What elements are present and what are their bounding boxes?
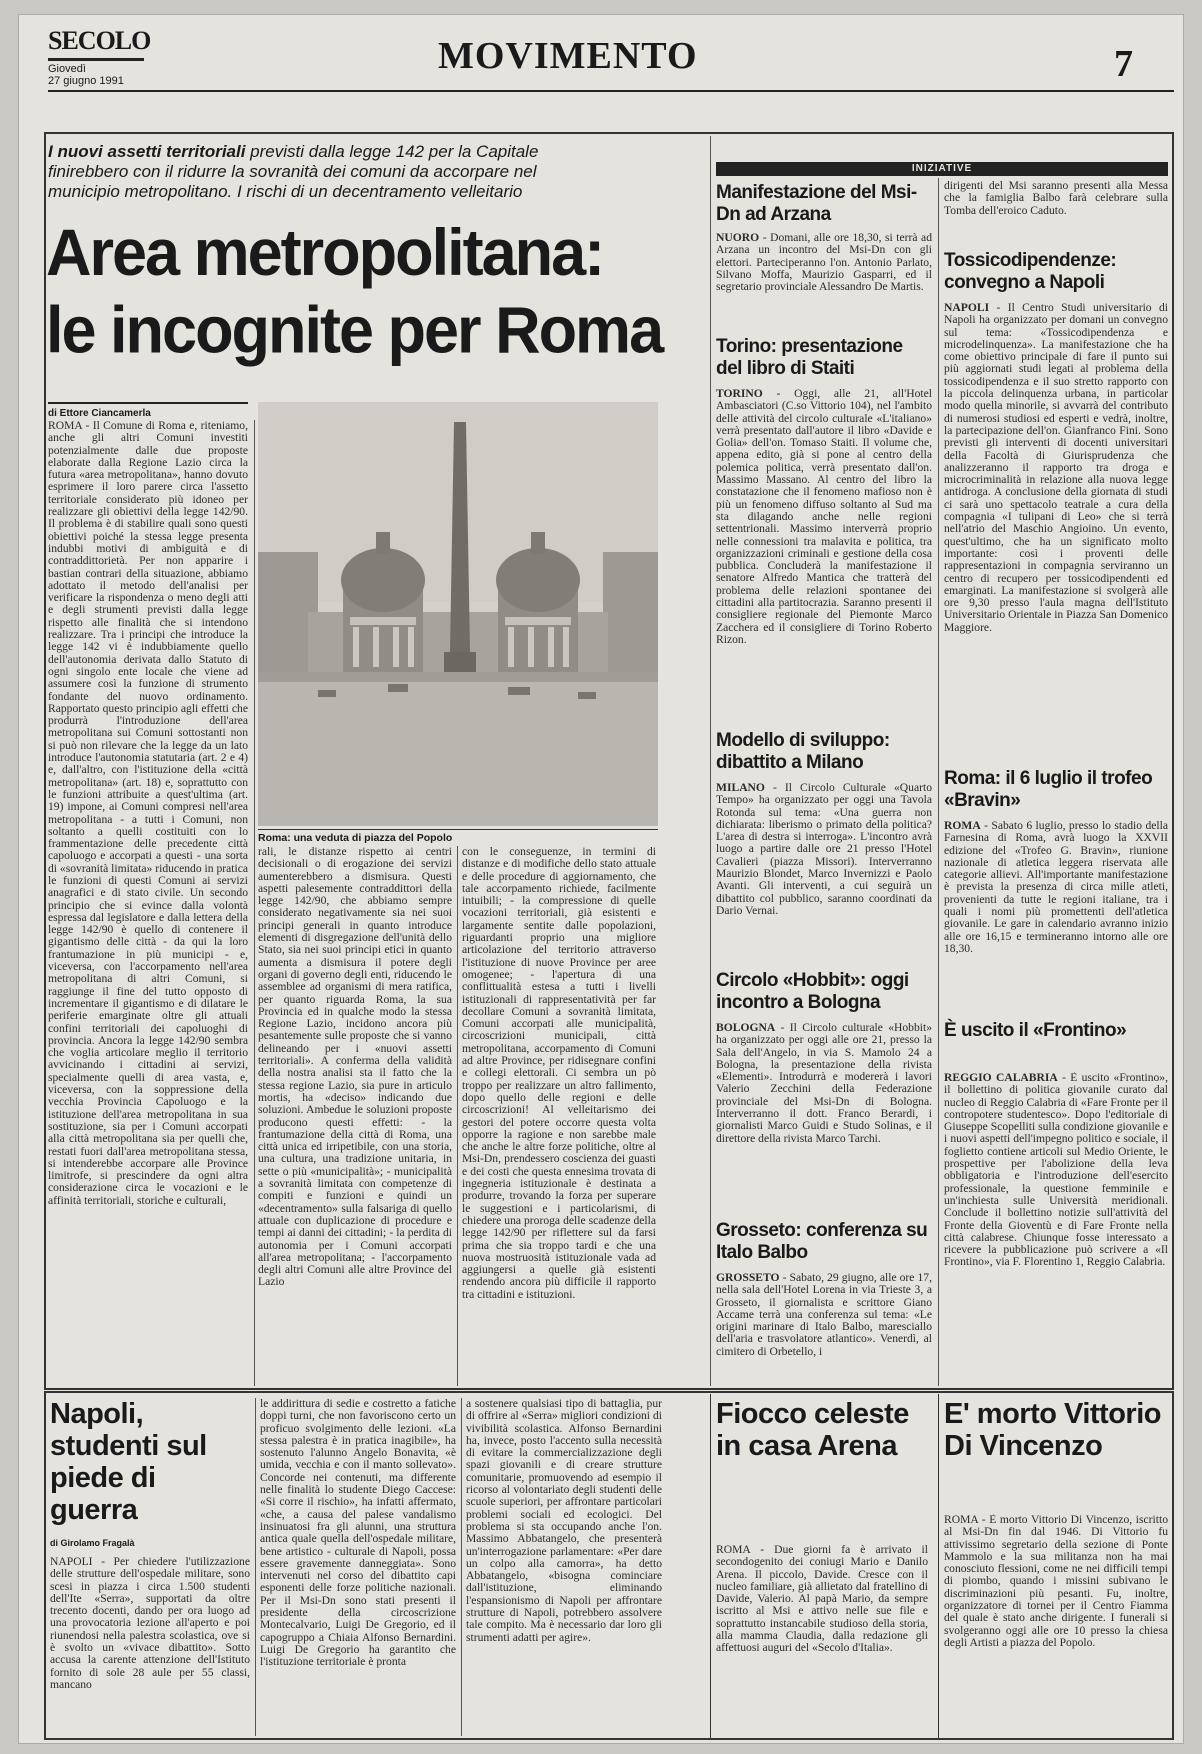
lead-headline — [46, 214, 706, 369]
column-rule — [938, 178, 939, 1386]
napoli-column-2: le addirittura di sedie e costretto a fatiche doppi turni, che non favoriscono certo un proficuo svolgimento delle lezioni. «La stessa palestra è in pratica inagibile», ha sostenuto l'alunno Angelo Bonavita, «è umida, vecchia e con il manto sollevato». Concorde nei contenuti, ma differente nelle finalità lo studente Diego Caccese: «Si corre il rischio», ha infatti affermato, «che, a causa del palese vandalismo insinuatosi fra gli alunni, una struttura antica quale quella dell'ospedale militare, bene artistico - culturale di Napoli, possa essere gravemente danneggiata». Sono intervenuti nel corso del dibattito capi esponenti delle forze politiche nazionali. Per il Msi-Dn sono stati presenti il presidente della circoscrizione Montecalvario, Luigi De Gregorio, ed il capogruppo a Chiaia Alfonso Bernardini. Luigi De Gregorio ha garantito che l'istituzione territoriale è pronta — [260, 1398, 456, 1669]
brief-text — [716, 782, 932, 962]
brief-title: Torino: presentazione del libro di Staiti — [716, 336, 903, 379]
brief-text — [944, 820, 1168, 1016]
column-rule — [710, 1394, 711, 1740]
photo-caption: Roma: una veduta di piazza del Popolo — [258, 829, 658, 844]
morto-title: E' morto Vittorio Di Vincenzo — [944, 1398, 1161, 1462]
brief-body: dirigenti del Msi saranno presenti alla Messa che la famiglia Balbo farà celebrare sulla Tomba dell'eroico Caduto. — [944, 180, 1168, 217]
column-rule — [457, 846, 458, 1386]
brief-body: - Il Centro Studi universitario di Napoli ha organizzato per domani un convegno sul tema: «Tossicodipendenza e microdelinquenza». La manifestazione che ha come obiettivo principale di fare il punto sui più aggiornati studi legati al problema della tossicodipendenza e il suo stretto rapporto con la piccola delinquenza urbana, in particolar modo quella minorile, si avvarrà del contributo di numerosi studiosi ed esperti e vedrà, inoltre, la partecipazione dell'on. Gianfranco Fini. Sono previsti gli interventi di docenti universitari della Facoltà di Giurisprudenza che analizzeranno il rapporto tra droga e microcriminalità in relazione alla nuova legge antidroga. A conclusione della giornata di studi ci sarà uno spettacolo teatrale a cura della compagnia «I tulipani di Leo» che si terrà nell'atrio del Maschio Angioino. Un evento, quest'ultimo, che ha un significato molto importante: così i proventi delle rappresentazioni in compagnia serviranno un centro di recupero per tossicodipendenti ed emarginati. La manifestazione si svolgerà alle ore 9,30 presso l'aula magna dell'Istituto Universitario Orientale in Piazza San Domenico Maggiore. — [944, 302, 1168, 634]
column-rule — [254, 420, 255, 1386]
lead-column-1: ROMA - Il Comune di Roma e, riteniamo, anche gli altri Comuni investiti potenzialmente dalle due proposte elaborate dalla Regione Lazio circa la futura «area metropolitana», hanno dovuto esprimere il loro parere circa l'assetto territoriale considerato più idoneo per realizzare gli obiettivi della legge 142/90. Il problema è di stabilire quali sono questi obiettivi poiché la stessa legge presenta indubbi motivi di ambiguità e di contraddittorietà. Per non apparire i bastian contrari della situazione, abbiamo adottato il metodo dell'analisi per verificare la rispondenza o meno degli atti e degli strumenti previsti dalla legge rispetto alle finalità che si intendono realizzare. Tra i principi che introduce la legge 142 vi è indubbiamente quello dell'autonomia derivata dallo Statuto di ogni singolo ente locale che viene ad assumere così la funzione di strumento fondante del nuovo ordinamento. Rapportato questo principio agli effetti che produrrà l'introduzione dell'area metropolitana sui Comuni sottostanti non si può non rilevare che la legge da un lato introduce l'autonomia statutaria (art. 2 e 4) e, dall'altro, con l'istituzione della «città metropolitana» (art. 18) e, soprattutto con le funzioni attribuite a quest'ultima (art. 19) impone, ai Comuni compresi nell'area metropolitana - a tutti i Comuni, non soltanto a quelli costituiti con lo frammentazione delle precedente città capoluogo e accorpati a questi - una sorta di «sovranità limitata» riducendo in pratica le funzioni di questi Comuni ai servizi anagrafici e di stato civile. Un secondo principio che si evince dalla volontà espressa dal legislatore e dalla lettera della legge 142/90 è quello di contenere il gigantismo delle città - da qui la loro frantumazione in più municipi - e, viceversa, con l'accorpamento nell'area metropolitana di altri Comuni, si raggiunge il fine del tutto opposto di incrementare il gigantismo e di dilatare le periferie emarginate oltre gli attuali confini territoriali dei capoluoghi di provincia. Ancora la legge 142/90 sembra che voglia articolare meglio il territorio avvicinando i cittadini ai servizi, specialmente quelli di area vasta, e, viceversa, con la soppressione della vecchia Provincia Capoluogo e la istituzione dell'area metropolitana in sua sostituzione, sia per i Comuni accorpati alla città metropolitana sia per quelli che, restati fuori dall'area metropolitana stessa, si intenderebbe accorpare alle Province limitrofe, si prescindere da ogni altra considerazione circa le vocazioni e le affinità territoriali, storiche e culturali, — [48, 420, 248, 1207]
brief-place: BOLOGNA — [716, 1022, 776, 1034]
deck-rest: previsti dalla legge 142 per la Capitale finirebbero con il ridurre la sovranità dei comuni da accorpare nel municipio metropolitano. I rischi di un decentramento velleitario — [48, 142, 539, 201]
issue-full-date: 27 giugno 1991 — [48, 75, 124, 87]
napoli-byline: di Girolamo Fragalà — [50, 1538, 135, 1548]
brief-text — [944, 302, 1168, 764]
section-title: MOVIMENTO — [438, 35, 698, 77]
deck-bold: I nuovi assetti territoriali — [48, 142, 246, 161]
brief-place: TORINO — [716, 388, 763, 400]
brief-text — [944, 1072, 1168, 1386]
photo-piazza-del-popolo — [258, 402, 658, 826]
photo-image — [258, 402, 658, 826]
lead-byline: di Ettore Ciancamerla — [48, 402, 248, 419]
logo-underline — [48, 58, 144, 61]
brief-place: NUORO — [716, 232, 760, 244]
brief-body: - Il Circolo culturale «Hobbit» ha organizzato per oggi alle ore 21, presso la Sala dell'Angelo, in via S. Mamolo 24 a Bologna, la presentazione della rivista «Elementi». Introdurrà e modererà i lavori Valerio Zecchini della Federazione provinciale del Msi-Dn di Bologna. Interverranno il dott. Franco Berardi, i giornalisti Marco Guidi e Studo Solinas, e il direttore della rivista Marco Tarchi. — [716, 1022, 932, 1145]
brief-body: - È uscito «Frontino», il bollettino di politica giovanile curato dal nucleo di Reggio Calabria di «Fare Fronte per il contropotere studentesco». Dopo l'editoriale di Giuseppe Scopelliti sulla condizione giovanile e i nuovi aspetti dell'impegno politico e sociale, il foglietto contiene articoli sul Medio Oriente, le prospettive per l'abolizione della leva obbligatoria e l'introduzione dell'esercito professionale, la questione femminile e un'inchiesta sulle Università meridionali. Conclude il bollettino notizie sull'attività del Fronte della Gioventù e di Fare Fronte nella città calabrese. Chiunque fosse interessato a ricevere la pubblicazione può scrivere a «Il Frontino», via F. Florentino 1, Reggio Calabria. — [944, 1072, 1168, 1269]
issue-date — [48, 63, 124, 87]
brief-title: Tossicodipendenze: convegno a Napoli — [944, 250, 1117, 293]
masthead-rule — [48, 90, 1174, 92]
newspaper-logo: SECOLO — [48, 26, 151, 55]
brief-text — [944, 180, 1168, 244]
brief-text — [716, 232, 932, 332]
brief-text — [716, 1022, 932, 1218]
brief-body: - Sabato, 29 giugno, alle ore 17, nella sala dell'Hotel Lorena in via Trieste 3, a Grosseto, il giornalista e scrittore Giano Accame terrà una conferenza sul tema: «Le origini marinare di Italo Balbo, maresciallo dell'aria e trasvolatore atlantico». Venerdì, al cimitero di Orbetello, i — [716, 1272, 932, 1358]
newspaper-page — [18, 14, 1184, 1744]
brief-body: - Oggi, alle 21, all'Hotel Ambasciatori (C.so Vittorio 104), nel l'ambito delle attività del circolo culturale «L'italiano» verrà presentato dall'autore il libro «Davide e Golia» dell'on. Tomaso Staiti. Il volume che, appena edito, già si pone al centro della polemica politica, verrà presentato dall'on. Massimo Massano. Al centro del libro la constatazione che il fenomeno mafioso non è più un fenomeno diffuso soltanto al Sud ma sta dilagando anche nelle regioni settentrionali. Massimo interverrà proprio nelle connessioni tra malavita e politica, tra organizzazioni criminali e gestione della cosa pubblica. Concluderà la manifestazione il senatore Alfredo Mantica che tratterà del problema delle relazioni spontanee dei cittadini alla partitocrazia. Saranno presenti il consigliere regionale del Piemonte Marco Zacchera ed il consigliere di Torino Roberto Rizon. — [716, 388, 932, 646]
fiocco-title: Fiocco celeste in casa Arena — [716, 1398, 909, 1462]
napoli-title: Napoli, studenti sul piede di guerra — [50, 1398, 207, 1526]
brief-text — [716, 1272, 932, 1386]
lead-column-3: con le conseguenze, in termini di distanze e di modifiche dello stato attuale e delle procedure di aggiornamento, che tale accorpamento richiede, facilmente intuibili; - la compressione di quelle vocazioni territoriali, già esistenti e largamente sentite dalle popolazioni, riguardanti proprio una migliore articolazione del territorio attraverso l'istituzione di nuove Province per aree omogenee; - l'apertura di una conflittualità estesa a tutti i livelli istituzionali di rappresentatività per far decollare Comuni a sovranità limitata, Comuni accorpati alle municipalità, circoscrizioni municipali, città metropolitana, accorpamento di Comuni ad altre Province, per ridisegnare confini e collegi elettorali. Ci sembra un pò troppo per realizzare un altro fallimento, dopo quello delle regioni e delle circoscrizioni! Al velleitarismo dei gestori del potere occorre questa volta opporre la ragione e non sarebbe male che anche le altre forze politiche, oltre al Msi-Dn, prendessero coscienza dei guasti e dei costi che questa ennesima trovata di ingegneria istituzionale è destinata a produrre, trovando la forza per superare le suggestioni e i particolarismi, di chiedere una proroga delle scadenze della legge 142/90 per riflettere sul da farsi prima che sia troppo tardi e che una nuova mostruosità istituzionale vada ad aggiungersi a quelle già esistenti rendendo ancora più difficile il rapporto tra cittadini e istituzioni. — [462, 846, 656, 1301]
brief-text — [716, 388, 932, 726]
fiocco-text: ROMA - Due giorni fa è arrivato il secondogenito dei coniugi Mario e Danilo Arena. Il piccolo, Davide. Cresce con il nucleo familiare, già allietato dal fratellino di Davide, Valerio. Al papà Mario, da sempre iscritto al Msi e attivo nelle sue file e soprattutto instancabile studioso della storia, alla mamma Claudia, dalla redazione gli affettuosi auguri del «Secolo d'Italia». — [716, 1544, 928, 1655]
column-rule — [938, 1394, 939, 1740]
brief-body: - Sabato 6 luglio, presso lo stadio della Farnesina di Roma, avrà luogo la XXVII edizione del «Trofeo G. Bravin», riunione nazionale di atletica leggera riservata alle categorie allievi. All'importante manifestazione è prevista la presenza di circa mille atleti, provenienti da tutte le regioni italiane, tra i quali i nomi più promettenti dell'atletica giovanile. Le gare in calendario avranno inizio alle ore 16,15 e termineranno intorno alle ore 18,30. — [944, 820, 1168, 955]
brief-body: - Il Circolo Culturale «Quarto Tempo» ha organizzato per oggi una Tavola Rotonda sul tema: «Una guerra non dichiarata: liberismo o primato della politica? L'area di destra si interroga». L'incontro avrà luogo a partire dalle ore 21 presso l'Hotel Cavalieri (piazza Missori). Interverranno Maurizio Blondet, Marco Invernizzi e Paolo Avanti. Gli interventi, a cui seguirà un dibattito col pubblico, saranno coordinati da Dario Vernai. — [716, 782, 932, 917]
brief-place: GROSSETO — [716, 1272, 780, 1284]
column-rule — [710, 136, 711, 1386]
column-rule — [255, 1398, 256, 1736]
lead-deck — [48, 142, 608, 202]
brief-title: Modello di sviluppo: dibattito a Milano — [716, 730, 890, 773]
lead-column-2: rali, le distanze rispetto ai centri decisionali o di erogazione dei servizi aumenterebbero a dismisura. Questi aspetti palesemente contraddittori della legge 142/90, che abbiamo sempre considerato negativamente sia nei suoi principi generali in quanto introduce elementi di disgregazione dell'unità dello Stato, sia nei suoi principi etici in quanto aumenta a dismisura il potere degli organi di governo degli enti, riducendo le assemblee ad organismi di mera ratifica, per quanto riguarda Roma, la sua Provincia ed in qualche modo la stessa Regione Lazio, incidono ancora più pesantemente sulle proposte che si vanno delineando per i «nuovi assetti territoriali». A conferma della validità della nostra analisi sta il fatto che la stessa regione Lazio, sia pure in articulo mortis, ha «deciso» indicando due soluzioni. Ambedue le soluzioni proposte producono questi effetti: - la frantumazione della città di Roma, una città unica ed irripetibile, con una storia, una cultura, una tradizione unitaria, in sette o più «municipalità»; - municipalità a sovranità limitata con competenze di compiti e funzioni e quindi un «decentramento» sulla falsariga di quello attuale con duplicazione di procedure e tempi ai danni dei cittadini; - la perdita di autonomia per i Comuni accorpati all'area metropolitana; - l'accorpamento degli altri Comuni alle altre Province del Lazio — [258, 846, 452, 1289]
napoli-column-1: NAPOLI - Per chiedere l'utilizzazione delle strutture dell'ospedale militare, sono scesi in piazza i circa 1.500 studenti dell'Ite «Serra», supportati da oltre trecento docenti, dando per ora luogo ad una provocatoria lezione all'aperto e poi riunendosi nella palestra scolastica, ove si è svolto un «vivace dibattito». Sotto accusa la carente attenzione dell'Istituto fornito di sole 28 aule per 55 classi, mancano — [50, 1556, 250, 1691]
issue-day: Giovedì — [48, 63, 86, 75]
brief-place: REGGIO CALABRIA — [944, 1072, 1058, 1084]
napoli-column-3: a sostenere qualsiasi tipo di battaglia, pur di offrire al «Serra» migliori condizioni di vivibilità scolastica. Alfonso Bernardini ha, invece, posto l'accento sulla necessità di evitare la commercializzazione degli spazi giovanili e di creare strutture comunitarie, promuovendo ad esempio il ricorso al volontariato degli studenti delle scuole superiori, per affrontare particolari problemi sociali ed ecologici. Del problema si sta occupando anche l'on. Massimo Abbatangelo, che presenterà un'interrogazione parlamentare: «Per dare un colpo alla camorra», ha detto Abbatangelo, «bisogna cominciare dall'istituzione, eliminando l'espansionismo di Napoli per affrontare strutture di Napoli, potrebbero assolvere tale compito. Ma è necessario dar loro gli strumenti adatti per agire». — [466, 1398, 662, 1644]
brief-place: ROMA — [944, 820, 981, 832]
column-rule — [461, 1398, 462, 1736]
brief-title: È uscito il «Frontino» — [944, 1020, 1127, 1041]
brief-title: Grosseto: conferenza su Italo Balbo — [716, 1220, 928, 1263]
page-number: 7 — [1114, 43, 1133, 85]
brief-place: NAPOLI — [944, 302, 990, 314]
brief-title: Circolo «Hobbit»: oggi incontro a Bologna — [716, 970, 909, 1013]
brief-title: Roma: il 6 luglio il trofeo «Bravin» — [944, 768, 1153, 811]
sidebar-label-iniziative: INIZIATIVE — [716, 162, 1168, 176]
brief-place: MILANO — [716, 782, 765, 794]
section-divider — [44, 1391, 1174, 1393]
brief-body: - Domani, alle ore 18,30, si terrà ad Arzana un incontro del Msi-Dn con gli elettori. Parteciperanno l'on. Antonio Parlato, Silvano Moffa, Maurizio Gasparri, ed il segretario provinciale Alessandro De Martis. — [716, 232, 932, 294]
morto-text: ROMA - È morto Vittorio Di Vincenzo, iscritto al Msi-Dn fin dal 1946. Di Vittorio fu attivissimo segretario della sezione di Ponte Mammolo e la sua militanza non ha mai conosciuto flessioni, come ne nei difficili tempi di piombo, quando i missini subivano le discriminazioni più pesanti. Fu, inoltre, organizzatore di tornei per il Centro Fiamma del quale è stato anche dirigente. I funerali si svolgeranno oggi alle ore 10 presso la chiesa degli Artisti a piazza del Popolo. — [944, 1514, 1168, 1649]
headline-line-1: Area metropolitana: — [46, 216, 604, 290]
headline-line-2: le incognite per Roma — [46, 293, 663, 368]
brief-title: Manifestazione del Msi-Dn ad Arzana — [716, 182, 917, 225]
